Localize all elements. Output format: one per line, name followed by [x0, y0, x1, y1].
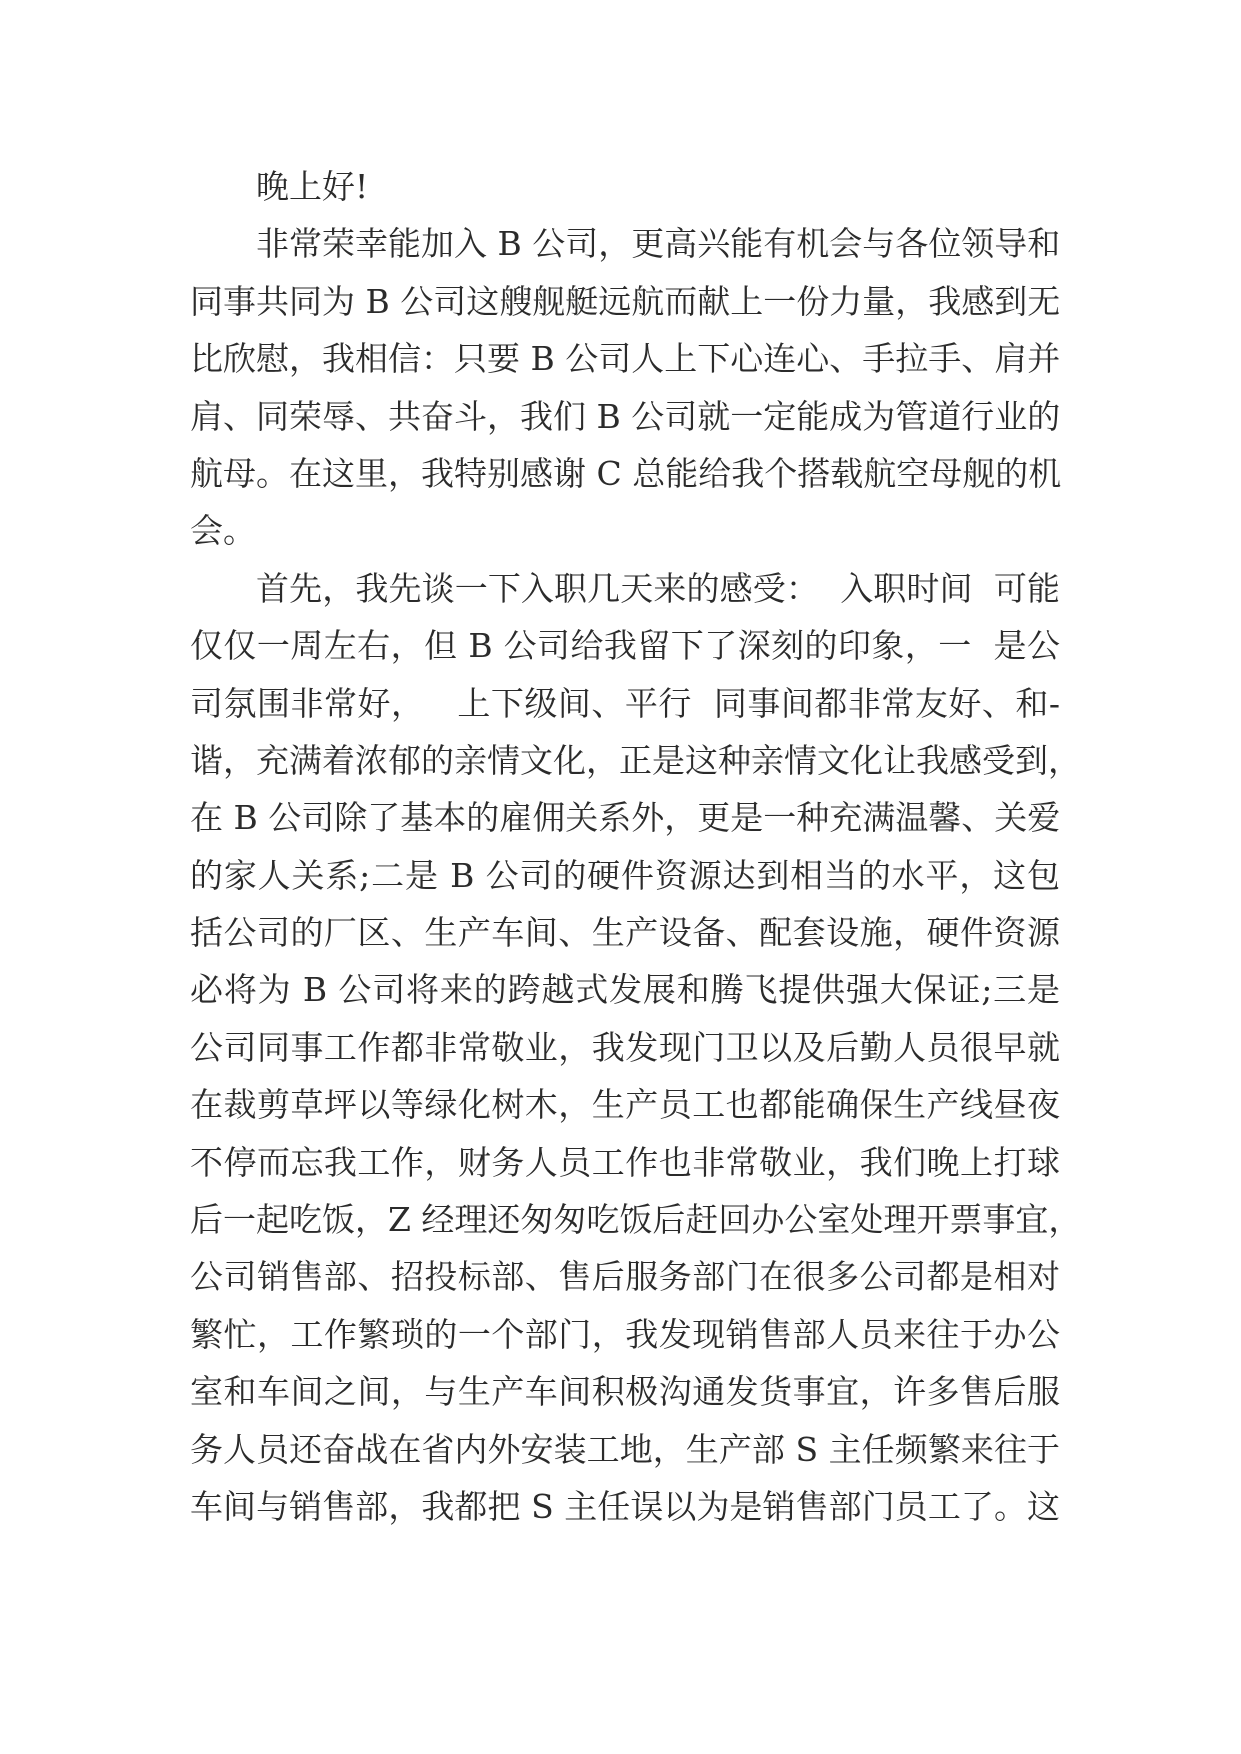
text-line: 公司同事工作都非常敬业，我发现门卫以及后勤人员很早就 [190, 1027, 1060, 1067]
text-line: 在 B 公司除了基本的雇佣关系外，更是一种充满温馨、关爱 [190, 798, 1061, 838]
text-line: 首先，我先谈一下入职几天来的感受： 入职时间 可能 [256, 568, 1060, 608]
text-line: 仅仅一周左右，但 B 公司给我留下了深刻的印象，一 是公 [190, 626, 1060, 666]
text-line: 晚上好! [256, 167, 369, 206]
text-line: 谐，充满着浓郁的亲情文化，正是这种亲情文化让我感受到， [190, 740, 1081, 780]
text-line: 航母。在这里，我特别感谢 C 总能给我个搭载航空母舰的机 [190, 453, 1062, 493]
text-line: 后一起吃饭，Z 经理还匆匆吃饭后赶回办公室处理开票事宜， [190, 1200, 1082, 1240]
text-line: 室和车间之间，与生产车间积极沟通发货事宜，许多售后服 [190, 1372, 1060, 1412]
text-line: 繁忙，工作繁琐的一个部门，我发现销售部人员来往于办公 [190, 1314, 1060, 1354]
text-line: 在裁剪草坪以等绿化树木，生产员工也都能确保生产线昼夜 [190, 1085, 1060, 1125]
text-line: 车间与销售部，我都把 S 主任误以为是销售部门员工了。这 [190, 1486, 1060, 1526]
text-line: 同事共同为 B 公司这艘舰艇远航而献上一份力量，我感到无 [190, 281, 1061, 321]
text-line: 比欣慰，我相信：只要 B 公司人上下心连心、手拉手、肩并 [190, 339, 1061, 379]
document-body [190, 158, 1082, 1535]
text-line: 不停而忘我工作，财务人员工作也非常敬业，我们晚上打球 [190, 1142, 1060, 1182]
text-line: 公司销售部、招投标部、售后服务部门在很多公司都是相对 [190, 1257, 1060, 1297]
text-line: 括公司的厂区、生产车间、生产设备、配套设施，硬件资源 [190, 913, 1060, 953]
text-line: 肩、同荣辱、共奋斗，我们 B 公司就一定能成为管道行业的 [190, 396, 1061, 436]
text-line: 的家人关系;二是 B 公司的硬件资源达到相当的水平，这包 [190, 855, 1060, 895]
text-line: 非常荣幸能加入 B 公司，更高兴能有机会与各位领导和 [256, 224, 1061, 264]
text-line: 司氛围非常好， 上下级间、平行 同事间都非常友好、和- [190, 683, 1060, 723]
text-line: 必将为 B 公司将来的跨越式发展和腾飞提供强大保证;三是 [190, 970, 1060, 1010]
text-line: 务人员还奋战在省内外安装工地，生产部 S 主任频繁来往于 [190, 1429, 1060, 1469]
text-line: 会。 [190, 511, 256, 551]
